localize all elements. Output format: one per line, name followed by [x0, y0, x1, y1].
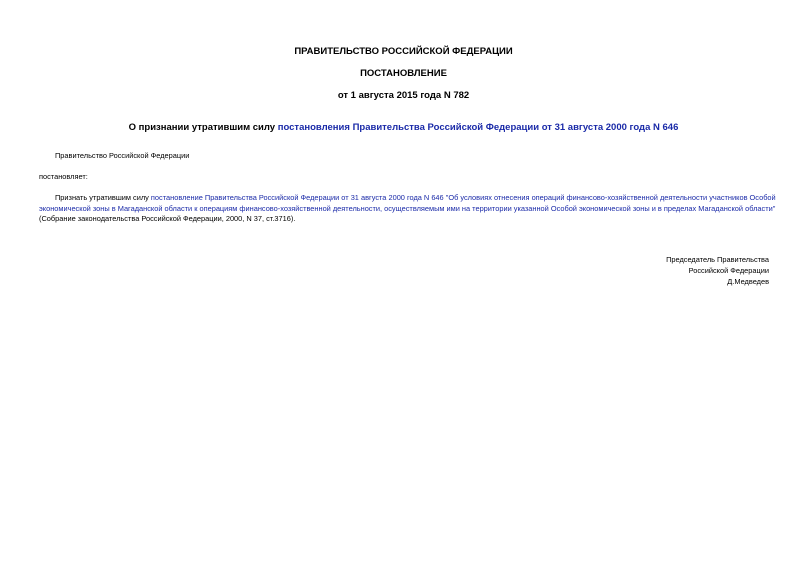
- main-paragraph: [39, 193, 776, 225]
- document-type: ПОСТАНОВЛЕНИЕ: [360, 68, 447, 79]
- paragraph-line-2: [39, 203, 776, 215]
- paragraph-link-part1[interactable]: постановление Правительства Российской Федерации от 31 августа 2000 года N 646 "Об условиях отнесения операций финансово-хозяйственной деятельности участников Особой: [150, 193, 776, 202]
- paragraph-prefix: Признать утратившим силу: [55, 193, 151, 202]
- document-title: [0, 122, 807, 134]
- title-prefix: О признании утратившим силу: [128, 122, 278, 133]
- signer-name: Д.Медведев: [727, 276, 769, 286]
- paragraph-link-part2[interactable]: экономической зоны в Магаданской области к операциям финансово-хозяйственной деятельности, осуществляемым ими на территории указанной Особой экономической зоны и в пределах Магаданской области": [39, 203, 776, 213]
- paragraph-line-1: [39, 193, 776, 204]
- signer-position-line2: Российской Федерации: [688, 265, 769, 275]
- signer-position-line1: Председатель Правительства: [666, 255, 769, 264]
- document-date-number: от 1 августа 2015 года N 782: [337, 90, 470, 101]
- title-link[interactable]: постановления Правительства Российской Федерации от 31 августа 2000 года N 646: [277, 122, 679, 133]
- paragraph-suffix: (Собрание законодательства Российской Федерации, 2000, N 37, ст.3716).: [39, 214, 296, 224]
- issuer-text: Правительство Российской Федерации: [55, 151, 190, 160]
- signature-block: [666, 255, 769, 287]
- issuing-authority: ПРАВИТЕЛЬСТВО РОССИЙСКОЙ ФЕДЕРАЦИИ: [294, 46, 513, 57]
- decides-text: постановляет:: [39, 172, 88, 181]
